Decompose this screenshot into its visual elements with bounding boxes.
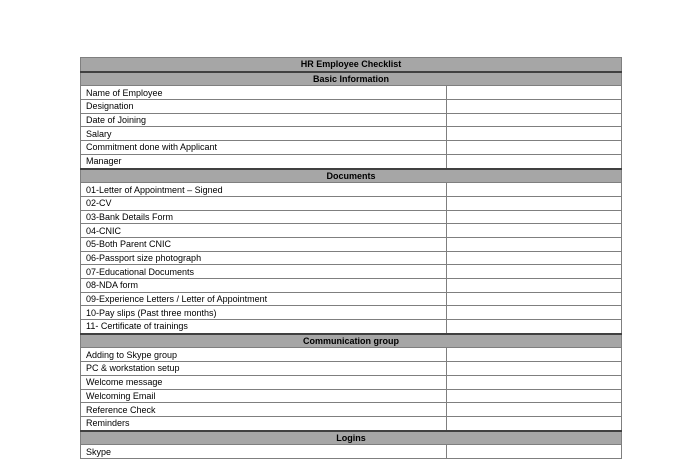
checklist-item-label: PC & workstation setup bbox=[81, 362, 447, 376]
checklist-item-value-cell[interactable] bbox=[447, 306, 622, 320]
title-row bbox=[81, 58, 622, 72]
checklist-item-value-cell[interactable] bbox=[447, 100, 622, 114]
checklist-item-value-cell[interactable] bbox=[447, 210, 622, 224]
checklist-item-value-cell[interactable] bbox=[447, 403, 622, 417]
checklist-item-label: Reminders bbox=[81, 416, 447, 430]
checklist-item-value-cell[interactable] bbox=[447, 251, 622, 265]
checklist-item-label: Date of Joining bbox=[81, 113, 447, 127]
checklist-item-value-cell[interactable] bbox=[447, 375, 622, 389]
section-heading: Documents bbox=[81, 169, 622, 183]
checklist-row bbox=[81, 292, 622, 306]
section-header-row bbox=[81, 431, 622, 445]
checklist-item-label: 06-Passport size photograph bbox=[81, 251, 447, 265]
hr-checklist-table bbox=[80, 57, 622, 459]
checklist-item-value-cell[interactable] bbox=[447, 183, 622, 197]
checklist-row bbox=[81, 196, 622, 210]
checklist-item-label: 05-Both Parent CNIC bbox=[81, 237, 447, 251]
checklist-item-label: Name of Employee bbox=[81, 86, 447, 100]
checklist-row bbox=[81, 113, 622, 127]
checklist-item-label: 02-CV bbox=[81, 196, 447, 210]
checklist-item-label: 04-CNIC bbox=[81, 224, 447, 238]
checklist-item-value-cell[interactable] bbox=[447, 362, 622, 376]
checklist-row bbox=[81, 416, 622, 430]
checklist-row bbox=[81, 127, 622, 141]
checklist-row bbox=[81, 306, 622, 320]
checklist-item-label: 03-Bank Details Form bbox=[81, 210, 447, 224]
checklist-item-label: 08-NDA form bbox=[81, 279, 447, 293]
checklist-item-label: Designation bbox=[81, 100, 447, 114]
checklist-row bbox=[81, 100, 622, 114]
section-heading: Basic Information bbox=[81, 72, 622, 86]
checklist-item-label: 09-Experience Letters / Letter of Appointment bbox=[81, 292, 447, 306]
checklist-item-value-cell[interactable] bbox=[447, 416, 622, 430]
checklist-title: HR Employee Checklist bbox=[81, 58, 622, 72]
checklist-item-label: Manager bbox=[81, 154, 447, 168]
section-heading: Communication group bbox=[81, 334, 622, 348]
checklist-item-value-cell[interactable] bbox=[447, 265, 622, 279]
section-header-row bbox=[81, 169, 622, 183]
checklist-row bbox=[81, 141, 622, 155]
checklist-item-label: Welcome message bbox=[81, 375, 447, 389]
checklist-item-value-cell[interactable] bbox=[447, 224, 622, 238]
checklist-row bbox=[81, 445, 622, 459]
checklist-item-value-cell[interactable] bbox=[447, 279, 622, 293]
checklist-item-label: Adding to Skype group bbox=[81, 348, 447, 362]
checklist-item-value-cell[interactable] bbox=[447, 389, 622, 403]
checklist-item-value-cell[interactable] bbox=[447, 196, 622, 210]
section-header-row bbox=[81, 72, 622, 86]
checklist-item-label: Commitment done with Applicant bbox=[81, 141, 447, 155]
checklist-row bbox=[81, 210, 622, 224]
checklist-row bbox=[81, 251, 622, 265]
checklist-item-value-cell[interactable] bbox=[447, 445, 622, 459]
checklist-item-value-cell[interactable] bbox=[447, 141, 622, 155]
checklist-row bbox=[81, 279, 622, 293]
checklist-item-value-cell[interactable] bbox=[447, 292, 622, 306]
checklist-item-label: 10-Pay slips (Past three months) bbox=[81, 306, 447, 320]
checklist-row bbox=[81, 265, 622, 279]
checklist-item-label: Salary bbox=[81, 127, 447, 141]
checklist-row bbox=[81, 224, 622, 238]
checklist-item-value-cell[interactable] bbox=[447, 348, 622, 362]
checklist-item-label: 01-Letter of Appointment – Signed bbox=[81, 183, 447, 197]
checklist-item-value-cell[interactable] bbox=[447, 86, 622, 100]
section-header-row bbox=[81, 334, 622, 348]
checklist-item-label: Welcoming Email bbox=[81, 389, 447, 403]
checklist-row bbox=[81, 362, 622, 376]
section-heading: Logins bbox=[81, 431, 622, 445]
checklist-item-value-cell[interactable] bbox=[447, 154, 622, 168]
checklist-row bbox=[81, 237, 622, 251]
checklist-item-label: 11- Certificate of trainings bbox=[81, 320, 447, 334]
checklist-row bbox=[81, 183, 622, 197]
checklist-row bbox=[81, 154, 622, 168]
checklist-item-value-cell[interactable] bbox=[447, 113, 622, 127]
checklist-item-label: 07-Educational Documents bbox=[81, 265, 447, 279]
checklist-row bbox=[81, 320, 622, 334]
checklist-row bbox=[81, 86, 622, 100]
checklist-row bbox=[81, 375, 622, 389]
checklist-item-value-cell[interactable] bbox=[447, 320, 622, 334]
checklist-item-label: Reference Check bbox=[81, 403, 447, 417]
checklist-item-value-cell[interactable] bbox=[447, 237, 622, 251]
checklist-item-value-cell[interactable] bbox=[447, 127, 622, 141]
checklist-row bbox=[81, 389, 622, 403]
checklist-row bbox=[81, 403, 622, 417]
checklist-item-label: Skype bbox=[81, 445, 447, 459]
checklist-row bbox=[81, 348, 622, 362]
